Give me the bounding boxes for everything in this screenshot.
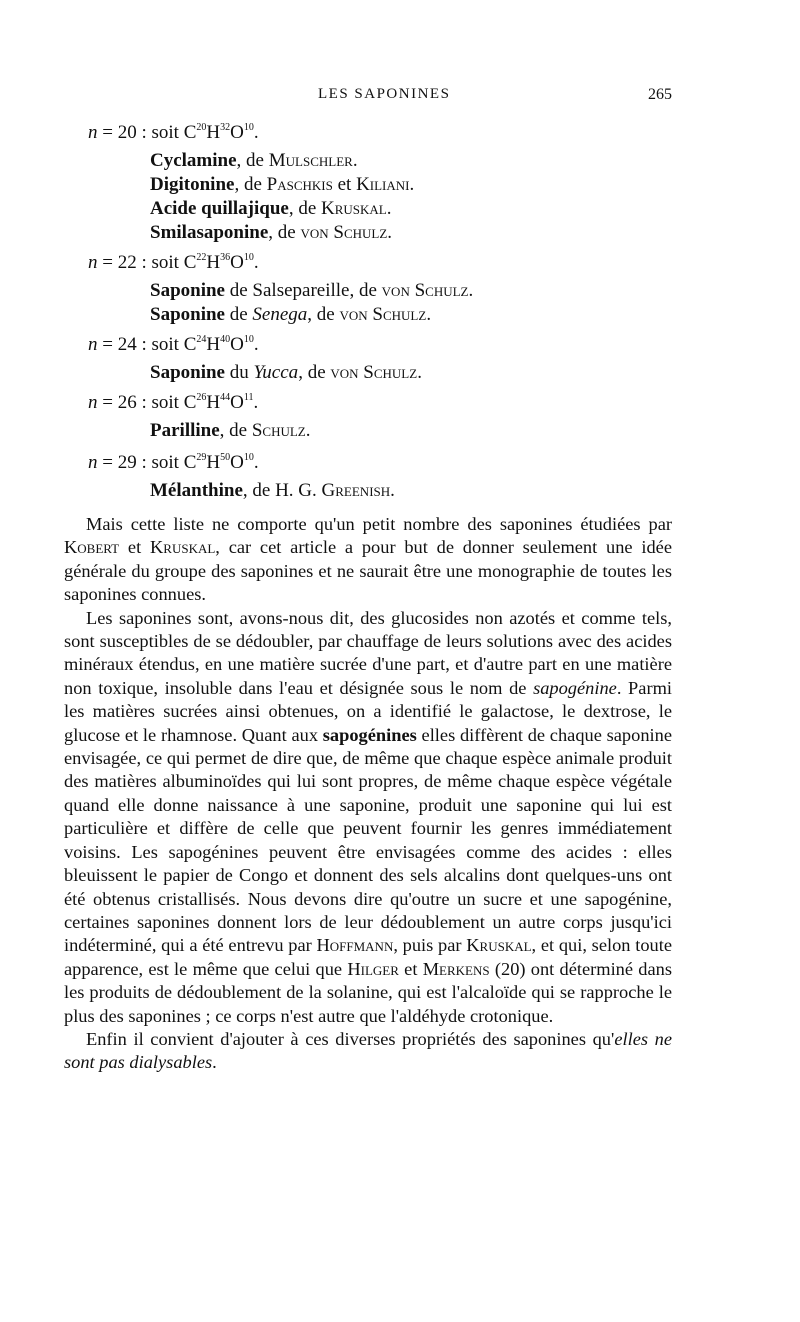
- entry-saponine-salsepareille: Saponine de Salsepareille, de von Schulz.: [150, 280, 474, 301]
- page-number: 265: [648, 86, 672, 103]
- paragraph-2: Les saponines sont, avons-nous dit, des glucosides non azotés et comme tels, sont susceptibles de se dédoubler, par chauffage de leurs solutions avec des acides minéraux étendus, en une matière sucrée d'une part, et d'autre part en une matière non toxique, insoluble dans l'eau et désignée sous le nom de sapogénine. Parmi les matières sucrées ainsi obtenues, on a identifié le galactose, le dextrose, le glucose et le rhamnose. Quant aux sapogénines elles diffèrent de chaque saponine envisagée, ce qui permet de dire que, de même que chaque espèce animale produit des matières albuminoïdes qui lui sont propres, de même chaque espèce végétale quand elle donne naissance à une saponine, produit une saponine qui lui est particulière et diffère de celle que peuvent fournir les genres immédiatement voisins. Les sapogénines peuvent être envisagées comme des acides : elles bleuissent le papier de Congo et donnent des sels alcalins dont quelques-uns ont été obtenus cristallisés. Nous devons dire qu'outre un sucre et une sapogénine, certaines saponines donnent lors de leur dédoublement un autre corps jusqu'ici indéterminé, qui a été entrevu par Hoffmann, puis par Kruskal, et qui, selon toute apparence, est le même que celui que Hilger et Merkens (20) ont déterminé dans les produits de dédoublement de la solanine, qui est l'alcaloïde qui se rapproche le plus des saponines ; ce corps n'est autre que l'aldéhyde crotonique.: [64, 607, 672, 1026]
- formula-n29: n = 29 : soit $C^{29}H^{50}O^{10}$.: [88, 452, 259, 473]
- entry-digitonine: Digitonine, de Paschkis et Kiliani.: [150, 174, 415, 195]
- body-text: [64, 513, 672, 1075]
- entry-saponine-senega: Saponine de Senega, de von Schulz.: [150, 304, 432, 325]
- formula-n24: n = 24 : soit $C^{24}H^{40}O^{10}$.: [88, 334, 259, 355]
- entry-parilline: Parilline, de Schulz.: [150, 420, 311, 441]
- page-header: [0, 86, 800, 110]
- entry-melanthine: Mélanthine, de H. G. Greenish.: [150, 480, 395, 501]
- formula-n20: n = 20 : soit $C^{20}H^{32}O^{10}$.: [88, 122, 259, 143]
- entry-saponine-yucca: Saponine du Yucca, de von Schulz.: [150, 362, 422, 383]
- formula-n22: n = 22 : soit $C^{22}H^{36}O^{10}$.: [88, 252, 259, 273]
- paragraph-3: Enfin il convient d'ajouter à ces diverses propriétés des saponines qu'elles ne sont pas dialysables.: [64, 1028, 672, 1073]
- formula-n26: n = 26 : soit $C^{26}H^{44}O^{11}$.: [88, 392, 259, 413]
- entry-smilasaponine: Smilasaponine, de von Schulz.: [150, 222, 393, 243]
- paragraph-1: Mais cette liste ne comporte qu'un petit nombre des saponines étudiées par Kobert et Kruskal, car cet article a pour but de donner seulement une idée générale du groupe des saponines et ne saurait être une monographie de toutes les saponines connues.: [64, 514, 673, 605]
- running-title: LES SAPONINES: [318, 86, 451, 102]
- entry-cyclamine: Cyclamine, de Mulschler.: [150, 150, 358, 171]
- entry-acide-quillajique: Acide quillajique, de Kruskal.: [150, 198, 392, 219]
